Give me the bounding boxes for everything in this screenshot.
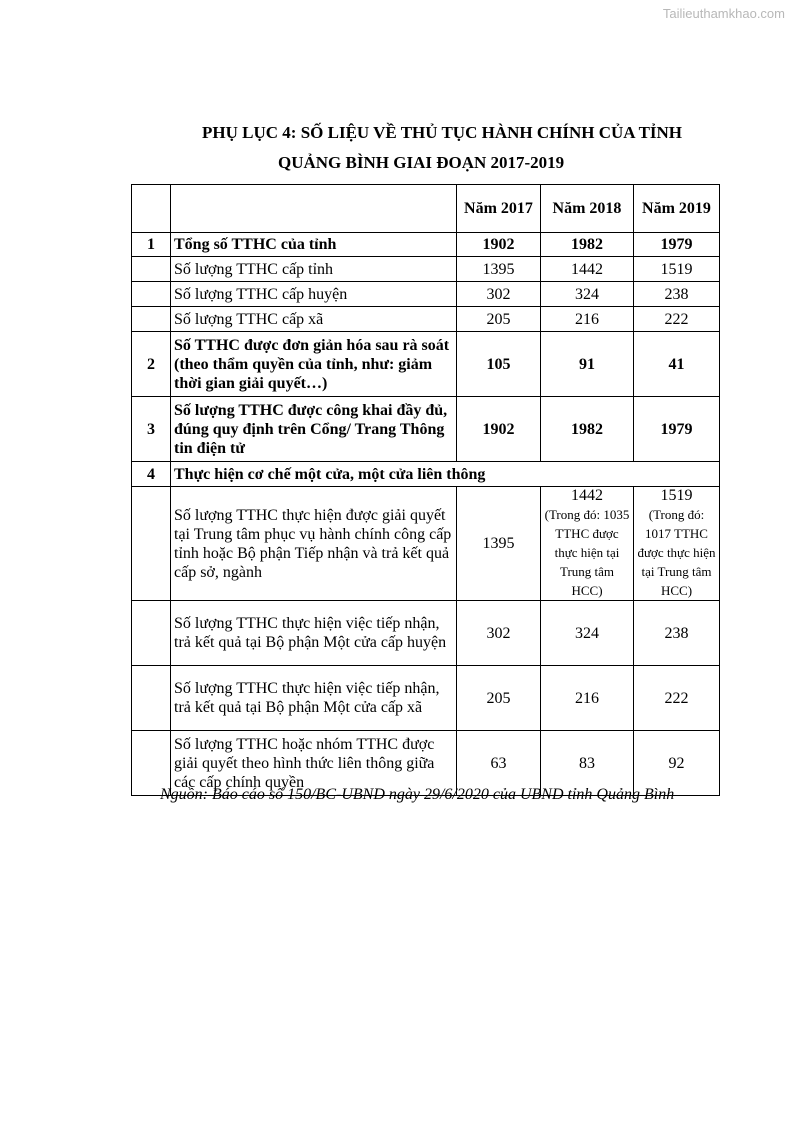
row-label: Số lượng TTHC cấp huyện	[171, 282, 457, 307]
cell-2018: 1982	[541, 397, 634, 462]
table-row	[132, 307, 720, 332]
table-row	[132, 666, 720, 731]
row-label: Số lượng TTHC được công khai đầy đủ, đúng quy định trên Cổng/ Trang Thông tin điện tử	[171, 397, 457, 462]
cell-2019: 41	[634, 332, 720, 397]
table-row	[132, 257, 720, 282]
cell-2017: 302	[457, 601, 541, 666]
row-number: 1	[132, 233, 171, 257]
cell-2019-note: (Trong đó: 1017 TTHC được thực hiện tại Trung tâm HCC)	[637, 507, 716, 598]
table-row	[132, 601, 720, 666]
cell-2019: 1979	[634, 397, 720, 462]
cell-2018: 1442	[541, 257, 634, 282]
table-row	[132, 282, 720, 307]
row-label: Số lượng TTHC thực hiện được giải quyết tại Trung tâm phục vụ hành chính công cấp tỉnh hoặc Bộ phận Tiếp nhận và trả kết quả cấp sở, ngành	[171, 487, 457, 601]
cell-2017: 105	[457, 332, 541, 397]
statistics-table	[131, 184, 720, 796]
cell-2019: 1979	[634, 233, 720, 257]
table-row	[132, 487, 720, 601]
page-title-line-1: PHỤ LỤC 4: SỐ LIỆU VỀ THỦ TỤC HÀNH CHÍNH CỦA TỈNH	[202, 123, 683, 142]
row-label: Số lượng TTHC cấp xã	[171, 307, 457, 332]
row-number: 4	[132, 462, 171, 487]
row-number: 2	[132, 332, 171, 397]
row-number	[132, 307, 171, 332]
cell-2018: 324	[541, 601, 634, 666]
cell-2017: 205	[457, 666, 541, 731]
cell-2019: 222	[634, 666, 720, 731]
cell-2019: 92	[634, 731, 720, 796]
cell-2018: 216	[541, 666, 634, 731]
row-number	[132, 282, 171, 307]
cell-2018: 216	[541, 307, 634, 332]
row-label: Số lượng TTHC thực hiện việc tiếp nhận, trả kết quả tại Bộ phận Một cửa cấp xã	[171, 666, 457, 731]
cell-2017: 1395	[457, 487, 541, 601]
table-row	[132, 332, 720, 397]
watermark: Tailieuthamkhao.com	[662, 6, 785, 21]
cell-2017: 1395	[457, 257, 541, 282]
cell-2018-value: 1442	[571, 487, 603, 504]
cell-2017: 63	[457, 731, 541, 796]
row-label: Số lượng TTHC hoặc nhóm TTHC được giải quyết theo hình thức liên thông giữa các cấp chính quyền	[171, 731, 457, 796]
row-label: Tổng số TTHC của tỉnh	[171, 233, 457, 257]
table-row	[132, 233, 720, 257]
cell-2019: 222	[634, 307, 720, 332]
cell-2019: 238	[634, 601, 720, 666]
row-number: 3	[132, 397, 171, 462]
cell-2019: 1519	[634, 257, 720, 282]
cell-2017: 1902	[457, 233, 541, 257]
row-number	[132, 487, 171, 601]
cell-2018: 1982	[541, 233, 634, 257]
cell-2019-value: 1519	[660, 487, 693, 504]
cell-2018: 83	[541, 731, 634, 796]
row-number	[132, 601, 171, 666]
row-number	[132, 666, 171, 731]
cell-2017: 1902	[457, 397, 541, 462]
header-cell-2019: Năm 2019	[634, 185, 720, 233]
cell-2017: 205	[457, 307, 541, 332]
row-label: Số lượng TTHC thực hiện việc tiếp nhận, trả kết quả tại Bộ phận Một cửa cấp huyện	[171, 601, 457, 666]
header-cell-label	[171, 185, 457, 233]
header-cell-no	[132, 185, 171, 233]
section-label: Thực hiện cơ chế một cửa, một cửa liên thông	[171, 462, 720, 487]
cell-2019: 238	[634, 282, 720, 307]
table-header-row	[132, 185, 720, 233]
table-row-section	[132, 462, 720, 487]
cell-2017: 302	[457, 282, 541, 307]
cell-2018-note: (Trong đó: 1035 TTHC được thực hiện tại Trung tâm HCC)	[544, 507, 630, 598]
row-number	[132, 257, 171, 282]
source-note: Nguồn: Báo cáo số 150/BC-UBND ngày 29/6/2020 của UBND tỉnh Quảng Bình	[160, 786, 675, 803]
table-row	[132, 397, 720, 462]
header-cell-2018: Năm 2018	[541, 185, 634, 233]
cell-2019	[634, 487, 720, 601]
cell-2018: 324	[541, 282, 634, 307]
row-label: Số TTHC được đơn giản hóa sau rà soát (theo thẩm quyền của tỉnh, như: giảm thời gian giải quyết…)	[171, 332, 457, 397]
header-cell-2017: Năm 2017	[457, 185, 541, 233]
row-label: Số lượng TTHC cấp tỉnh	[171, 257, 457, 282]
cell-2018: 91	[541, 332, 634, 397]
cell-2018	[541, 487, 634, 601]
page-title-line-2: QUẢNG BÌNH GIAI ĐOẠN 2017-2019	[278, 153, 565, 172]
